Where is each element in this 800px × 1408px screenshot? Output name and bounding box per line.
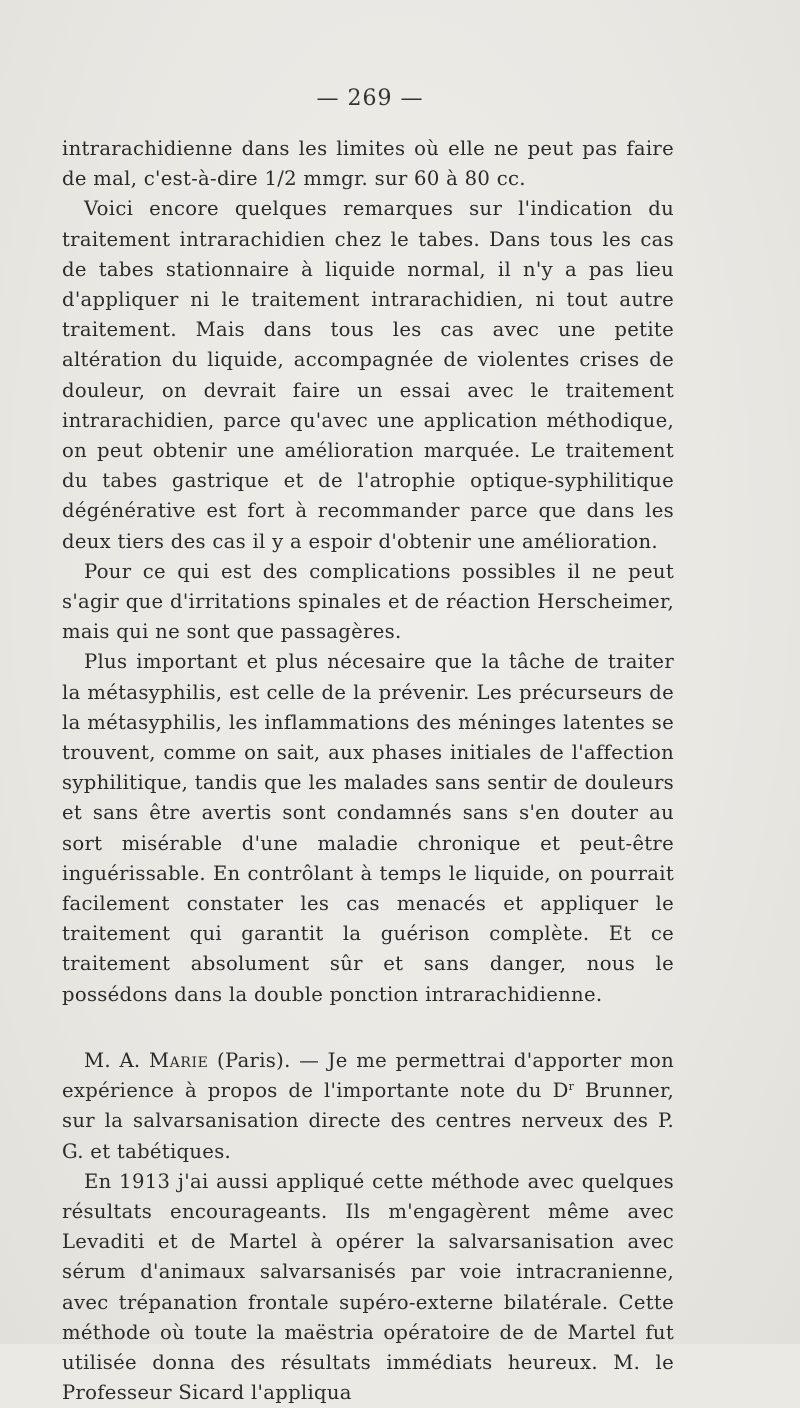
speaker-initial: M. A. [84,1048,141,1072]
speaker-place: (Paris). [217,1048,291,1072]
paragraph-marie-intervention [62,1046,674,1167]
paragraph-complications: Pour ce qui est des complications possibles il ne peut s'agir que d'irritations spinales et de réaction Herscheimer, mais qui ne sont que passagères. [62,559,674,644]
intervention-text-start: — Je me permettrai d'apporter mon expérience à propos de l'importante note du D [62,1048,675,1103]
speaker-name: Marie [149,1048,209,1072]
paragraph-1913-experience: En 1913 j'ai aussi appliqué cette méthode avec quelques résultats encourageants. Ils m'engagèrent même avec Levaditi et de Martel à opérer la salvarsanisation avec sérum d'animaux salvarsanisés par voie intracranienne, avec trépanation frontale supéro-externe bilatérale. Cette méthode où toute la maëstria opératoire de de Martel fut utilisée donna des résultats immédiats heureux. M. le Professeur Sicard l'appliqua [62,1169,674,1405]
page-number: — 269 — [316,86,424,111]
intervention-text-end: Brunner, sur la salvarsanisation directe des centres nerveux des P. G. et tabétiques. [62,1079,674,1163]
section-gap [62,1010,674,1046]
paragraph-continuation: intrarachidienne dans les limites où elle ne peut pas faire de mal, c'est-à-dire 1/2 mmgr. sur 60 à 80 cc. [62,137,674,191]
doctor-abbrev-superscript: r [568,1080,575,1094]
body-text [62,134,674,1408]
paragraph-tabes-remarks: Voici encore quelques remarques sur l'indication du traitement intrarachidien chez le tabes. Dans tous les cas de tabes stationnaire à liquide normal, il n'y a pas lieu d'appliquer ni le traitement intrarachidien, ni tout autre traitement. Mais dans tous les cas avec une petite altération du liquide, accompagnée de violentes crises de douleur, on devrait faire un essai avec le traitement intrarachidien, parce qu'avec une application méthodique, on peut obtenir une amélioration marquée. Le traitement du tabes gastrique et de l'atrophie optique-syphilitique dégénérative est fort à recommander parce que dans les deux tiers des cas il y a espoir d'obtenir une amélioration. [62,197,674,553]
paragraph-prevention: Plus important et plus nécesaire que la tâche de traiter la métasyphilis, est celle de la prévenir. Les précurseurs de la métasyphilis, les inflammations des méninges latentes se trouvent, comme on sait, aux phases initiales de l'affection syphilitique, tandis que les malades sans sentir de douleurs et sans être avertis sont condamnés sans s'en douter au sort misérable d'une maladie chronique et peut-être inguérissable. En contrôlant à temps le liquide, on pourrait facilement constater les cas menacés et appliquer le traitement qui garantit la guérison complète. Et ce traitement absolument sûr et sans danger, nous le possédons dans la double ponction intrarachidienne. [62,650,674,1006]
